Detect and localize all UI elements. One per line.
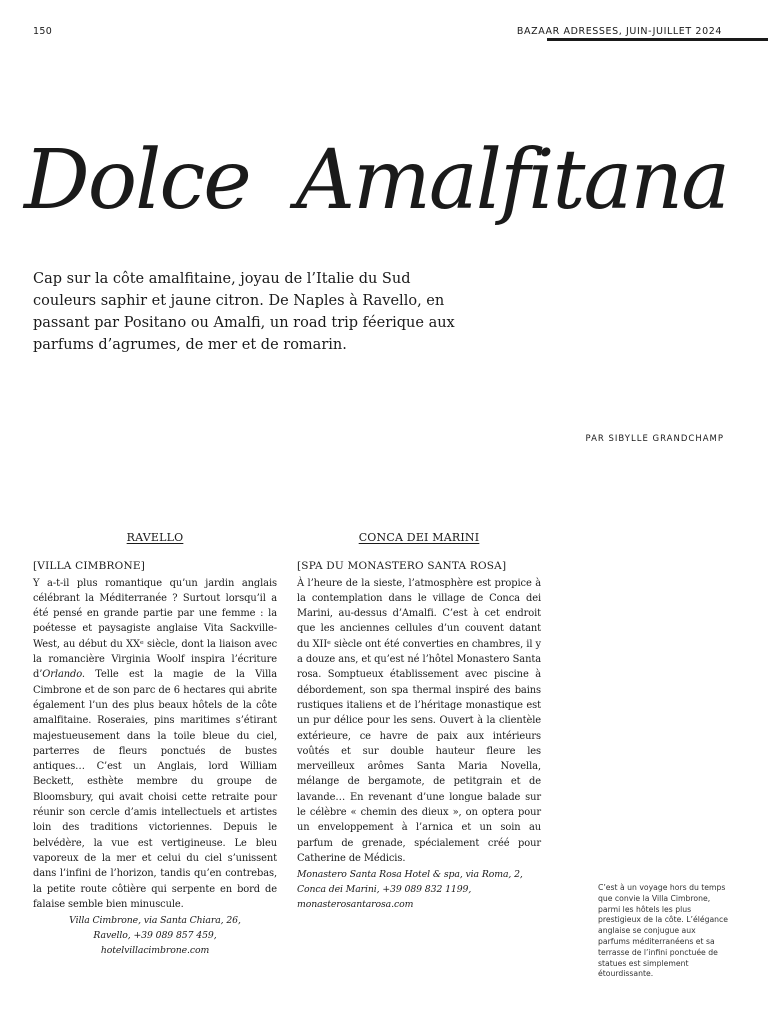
article-lede: Cap sur la côte amalfitaine, joyau de l’Italie du Sud couleurs saphir et jaune citron. De Naples à Ravello, en passant par Positano ou Amalfi, un road trip féerique aux parfums d’agrumes, de mer et de romarin.	[33, 271, 455, 353]
body-text-part: Telle est la magie de la Villa Cimbrone et de son parc de 6 hectares qui abrite également l’un des plus beaux hôtels de la côte amalfitaine. Roseraies, pins maritimes s’étirant majestueusement dans la toile bleue du ciel, parterres de fleurs ponctués de bustes antiques… C’est un Anglais, lord William Beckett, esthète membre du groupe de Bloomsbury, qui avait choisi cette retraite pour réunir son cercle d’amis intellectuels et artistes loin des traditions victoriennes. Depuis le belvédère, la vue est vertigineuse. Le bleu vaporeux de la mer et celui du ciel s’unissent dans l’infini de l’horizon, tandis qu’en contrebas, la petite route côtière qui serpente en bord de falaise semble bien minuscule.	[33, 669, 277, 910]
address-credit: Monastero Santa Rosa Hotel & spa, via Roma, 2, Conca dei Marini, +39 089 832 1199, monasterosantarosa.com	[297, 869, 523, 911]
address-credit: Villa Cimbrone, via Santa Chiara, 26, Ravello, +39 089 857 459, hotelvillacimbrone.com	[69, 915, 241, 957]
column-body: À l’heure de la sieste, l’atmosphère est propice à la contemplation dans le village de Conca dei Marini, au-dessus d’Amalfi. C’est à cet endroit que les anciennes cellules d’un couvent datant du XIIᵉ siècle ont été converties en chambres, il y a douze ans, et qu’est né l’hôtel Monastero Santa rosa. Somptueux établissement avec piscine à débordement, son spa thermal inspiré des bains rustiques italiens et de l’héritage monastique est un pur délice pour les sens. Ouvert à la clientèle extérieure, ce havre de paix aux intérieurs voûtés et sur double hauteur fleure les merveilleux arômes Santa Maria Novella, mélange de bergamote, de petitgrain et de lavande… En revenant d’une longue balade sur le célèbre « chemin des dieux », on optera pour un enveloppement à l’arnica et un soin au parfum de grenade, spécialement créé pour Catherine de Médicis.	[297, 577, 541, 864]
byline: PAR SIBYLLE GRANDCHAMP	[585, 434, 724, 444]
column-conca-dei-marini	[297, 530, 541, 912]
page-number: 150	[33, 26, 53, 37]
photo-caption: C’est à un voyage hors du temps que convie la Villa Cimbrone, parmi les hôtels les plus prestigieux de la côte. L’élégance anglaise se conjugue aux parfums méditerranéens et sa terrasse de l’infini ponctuée de statues est simplement étourdissante.	[598, 883, 729, 979]
header-rule	[547, 38, 768, 41]
column-ravello	[33, 530, 277, 958]
book-title: Orlando.	[42, 669, 85, 681]
column-heading: CONCA DEI MARINI	[358, 531, 480, 544]
column-subheading: [VILLA CIMBRONE]	[33, 560, 146, 573]
body-text-part: Y a-t-il plus romantique qu’un jardin anglais célébrant la Méditerranée ? Surtout lorsqu’il a été pensé en grande partie par une femme : la poétesse et paysagiste anglaise Vita Sackville-West, au début du XXᵉ siècle, dont la liaison avec la romancière Virginia Woolf inspira l’écriture d’	[33, 577, 277, 681]
column-heading: RAVELLO	[126, 531, 184, 544]
publication-header: BAZAAR ADRESSES, JUIN-JUILLET 2024	[516, 26, 722, 37]
column-subheading: [SPA DU MONASTERO SANTA ROSA]	[297, 560, 507, 573]
column-body	[33, 576, 277, 913]
article-title: Dolce Amalfitana	[24, 133, 729, 228]
